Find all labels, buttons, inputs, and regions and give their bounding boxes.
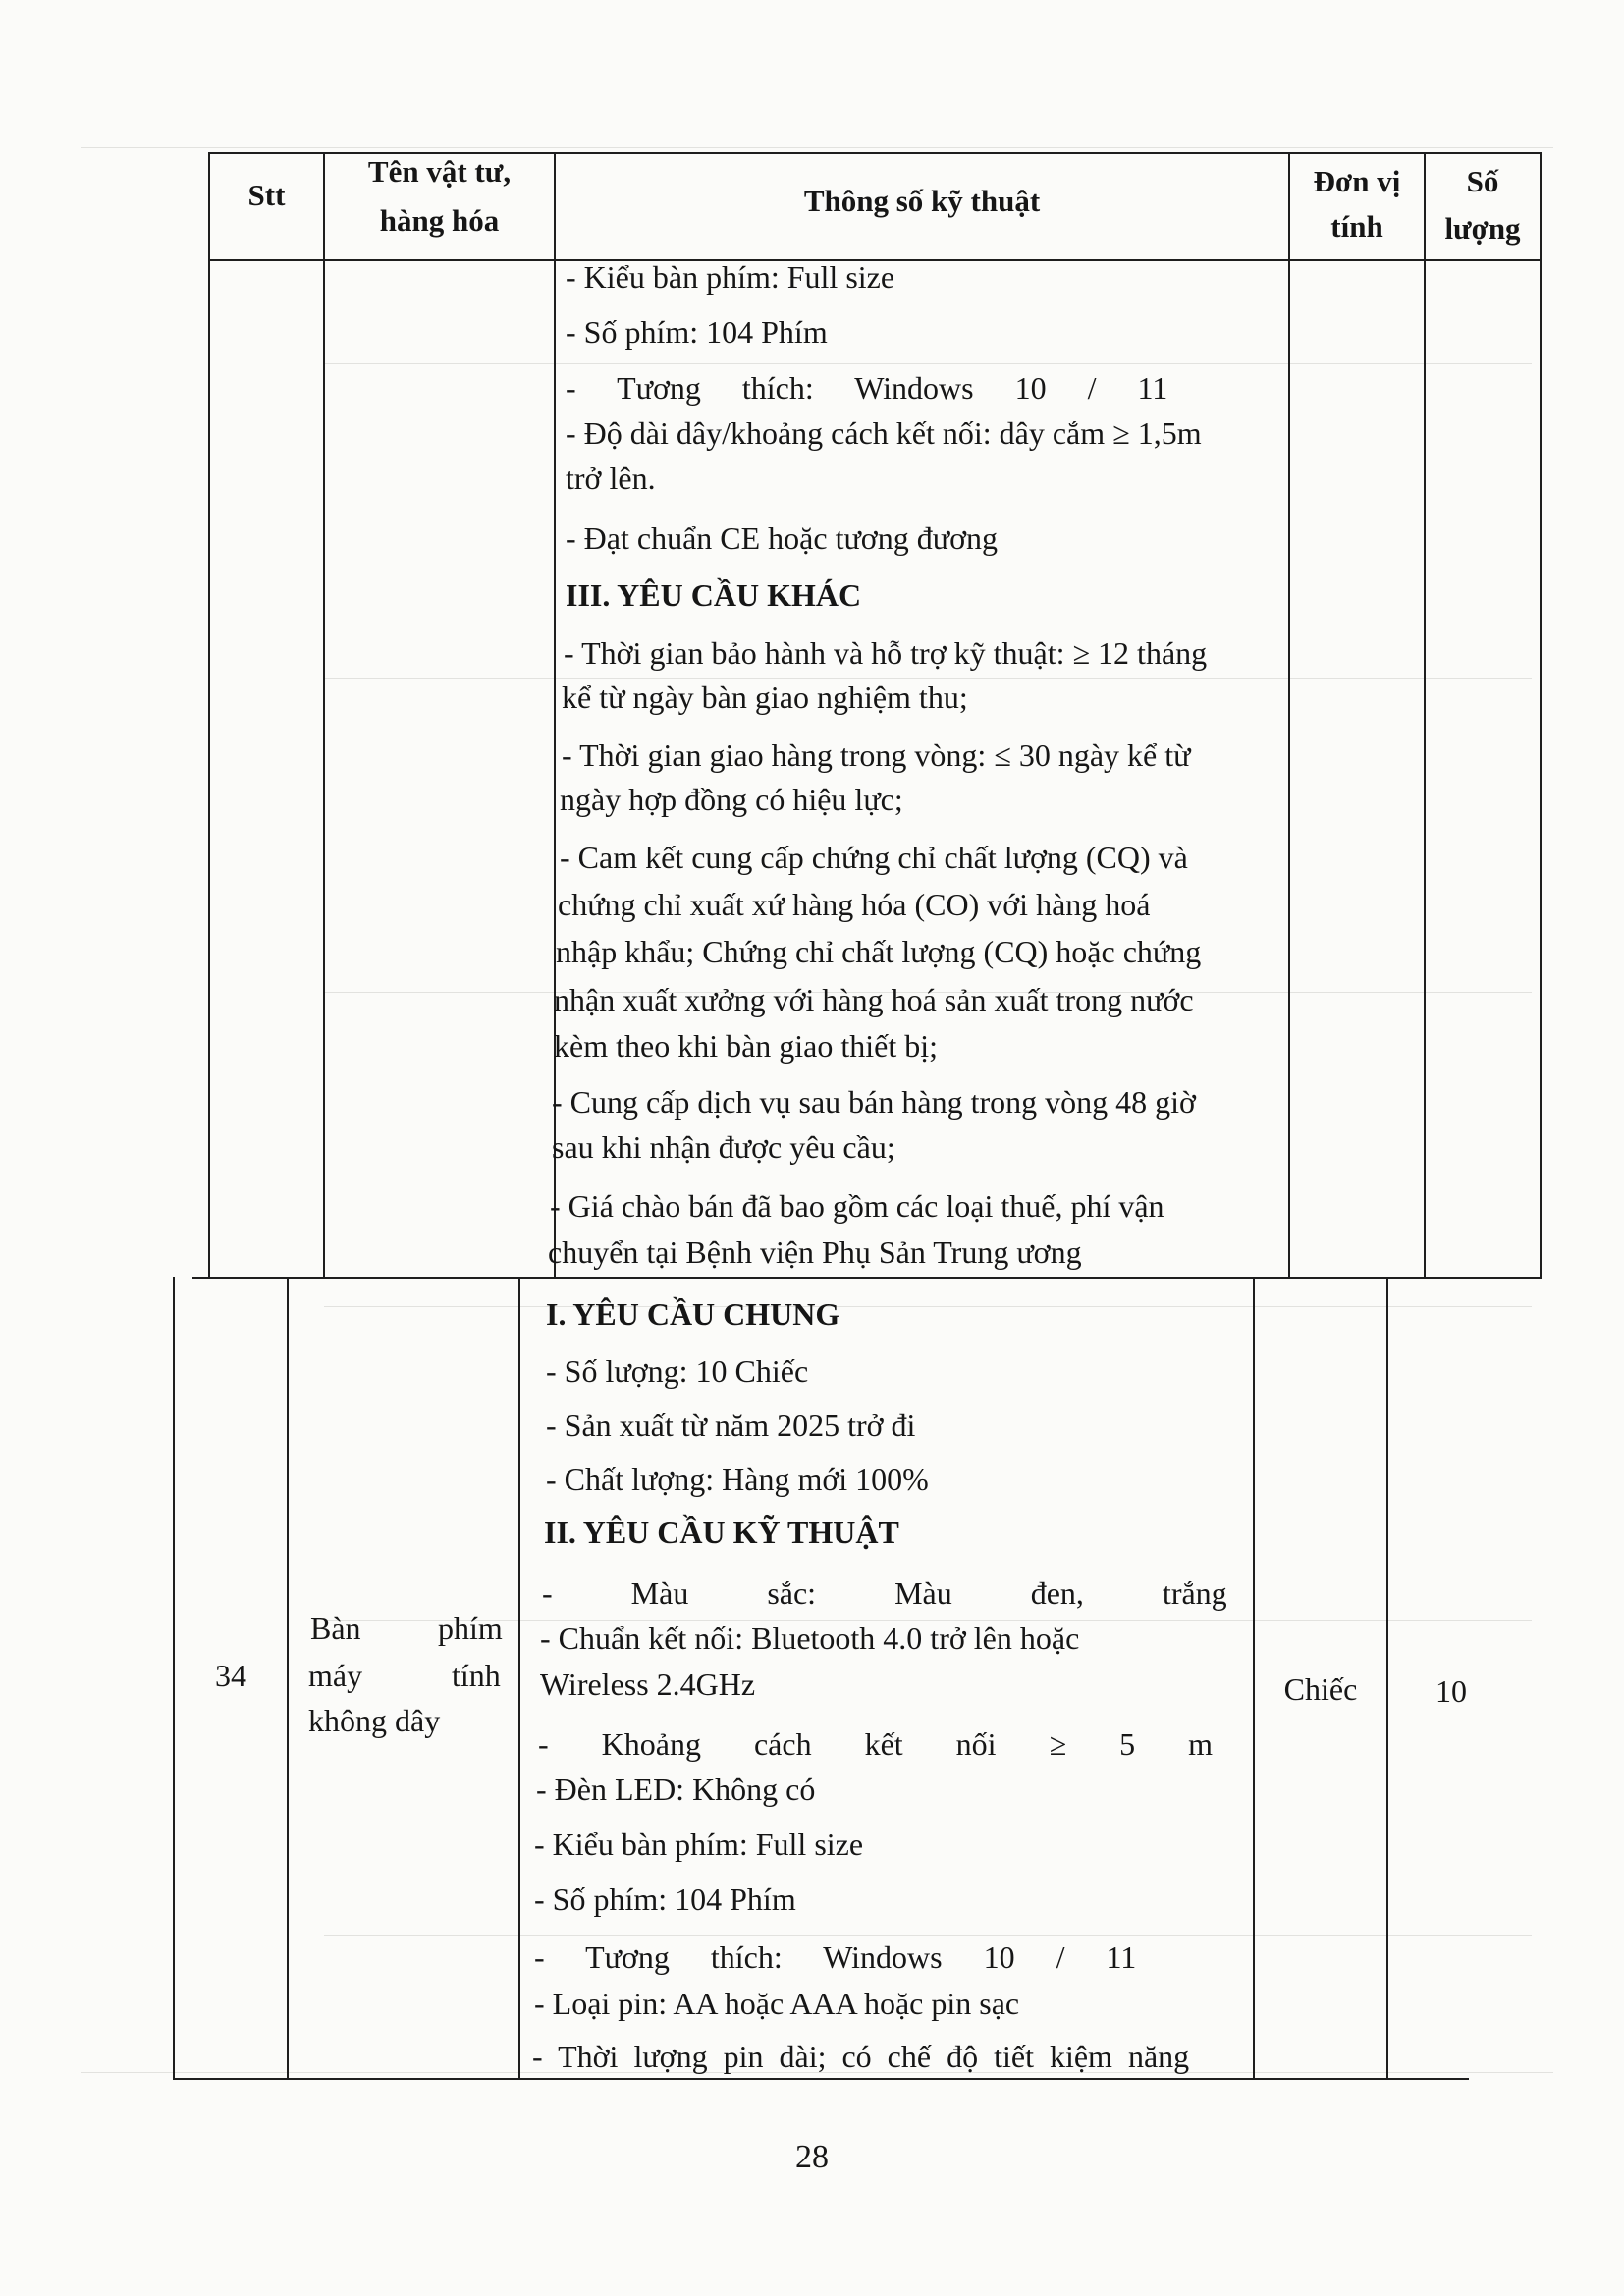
row-separator	[192, 1277, 1542, 1279]
row-34-name-word: phím	[438, 1611, 503, 1646]
col-border-stt-left	[208, 152, 210, 1278]
spec-line-justified: - Màu sắc: Màu đen, trắng	[542, 1575, 1227, 1611]
row-34-unit: Chiếc	[1283, 1671, 1358, 1707]
header-spec: Thông số kỹ thuật	[803, 184, 1041, 218]
header-name-line2: hàng hóa	[379, 203, 500, 238]
spec-line: - Đèn LED: Không có	[536, 1772, 816, 1807]
ghost-rule	[324, 678, 1532, 679]
spec-line: chứng chỉ xuất xứ hàng hóa (CO) với hàng hoá	[558, 887, 1151, 922]
col-border-name-left	[323, 152, 325, 1278]
table-bottom-border	[173, 2078, 1469, 2080]
row-34-name-word: Bàn	[310, 1611, 361, 1646]
row-34-name-word: tính	[452, 1658, 501, 1693]
spec-line: - Chất lượng: Hàng mới 100%	[546, 1461, 929, 1497]
spec-line: trở lên.	[566, 461, 656, 496]
spec-line: nhận xuất xưởng với hàng hoá sản xuất trong nước	[554, 982, 1194, 1017]
ghost-rule	[324, 363, 1532, 364]
col-border-unit-left	[1288, 152, 1290, 1278]
spec-line: - Loại pin: AA hoặc AAA hoặc pin sạc	[534, 1986, 1020, 2021]
spec-line-justified: - Khoảng cách kết nối ≥ 5 m	[538, 1726, 1214, 1762]
section-heading: I. YÊU CẦU CHUNG	[546, 1296, 840, 1332]
spec-line: - Cam kết cung cấp chứng chỉ chất lượng (CQ) và	[560, 840, 1188, 875]
section-heading: II. YÊU CẦU KỸ THUẬT	[544, 1514, 899, 1550]
spec-line: - Cung cấp dịch vụ sau bán hàng trong vòng 48 giờ	[552, 1084, 1196, 1120]
spec-line: - Đạt chuẩn CE hoặc tương đương	[566, 520, 998, 556]
spec-line: chuyển tại Bệnh viện Phụ Sản Trung ương	[548, 1234, 1082, 1270]
spec-line: - Thời gian bảo hành và hỗ trợ kỹ thuật: ≥ 12 tháng	[564, 635, 1208, 671]
row-34-name-line3: không dây	[308, 1703, 441, 1738]
row-34-stt: 34	[215, 1658, 246, 1693]
row-34-name-word: máy	[308, 1658, 363, 1693]
col-border-right	[1540, 152, 1542, 1278]
spec-line: nhập khẩu; Chứng chỉ chất lượng (CQ) hoặc chứng	[556, 934, 1202, 969]
spec-line-justified: - Tương thích: Windows 10 / 11	[534, 1940, 1137, 1975]
spec-line: - Số phím: 104 Phím	[566, 314, 828, 350]
col-border-spec-left	[518, 1277, 520, 2080]
spec-line: - Số phím: 104 Phím	[534, 1882, 796, 1917]
header-qty-line1: Số	[1466, 164, 1499, 198]
ghost-rule	[324, 1935, 1532, 1936]
spec-line: - Thời gian giao hàng trong vòng: ≤ 30 ngày kể từ	[562, 738, 1191, 773]
row-34-qty: 10	[1435, 1673, 1467, 1709]
spec-line: kèm theo khi bàn giao thiết bị;	[554, 1028, 939, 1064]
header-qty-line2: lượng	[1444, 211, 1521, 246]
spec-line: - Số lượng: 10 Chiếc	[546, 1353, 809, 1389]
header-unit-line1: Đơn vị	[1313, 164, 1401, 198]
ghost-rule	[324, 1306, 1532, 1307]
spec-line: - Độ dài dây/khoảng cách kết nối: dây cắm ≥ 1,5m	[566, 415, 1202, 451]
spec-line: Wireless 2.4GHz	[540, 1667, 756, 1702]
spec-line: - Giá chào bán đã bao gồm các loại thuế, phí vận	[550, 1188, 1164, 1224]
spec-line: kể từ ngày bàn giao nghiệm thu;	[562, 680, 968, 715]
spec-line: ngày hợp đồng có hiệu lực;	[560, 782, 903, 817]
spec-line: - Chuẩn kết nối: Bluetooth 4.0 trở lên hoặc	[540, 1620, 1080, 1656]
section-heading: III. YÊU CẦU KHÁC	[566, 577, 862, 613]
header-name-line1: Tên vật tư,	[367, 154, 512, 189]
spec-line: - Kiểu bàn phím: Full size	[534, 1827, 864, 1862]
page-number: 28	[795, 2139, 829, 2175]
spec-line-justified: - Tương thích: Windows 10 / 11	[566, 370, 1168, 406]
ghost-rule	[81, 147, 1553, 148]
header-unit-line2: tính	[1330, 209, 1383, 244]
spec-line: - Kiểu bàn phím: Full size	[566, 259, 895, 295]
spec-line: sau khi nhận được yêu cầu;	[552, 1129, 895, 1165]
spec-line: - Thời lượng pin dài; có chế độ tiết kiệm năng	[532, 2039, 1190, 2074]
col-border-name-left	[287, 1277, 289, 2080]
spec-line: - Sản xuất từ năm 2025 trở đi	[546, 1407, 916, 1443]
header-stt: Stt	[247, 178, 286, 212]
col-border-qty-left	[1424, 152, 1426, 1278]
